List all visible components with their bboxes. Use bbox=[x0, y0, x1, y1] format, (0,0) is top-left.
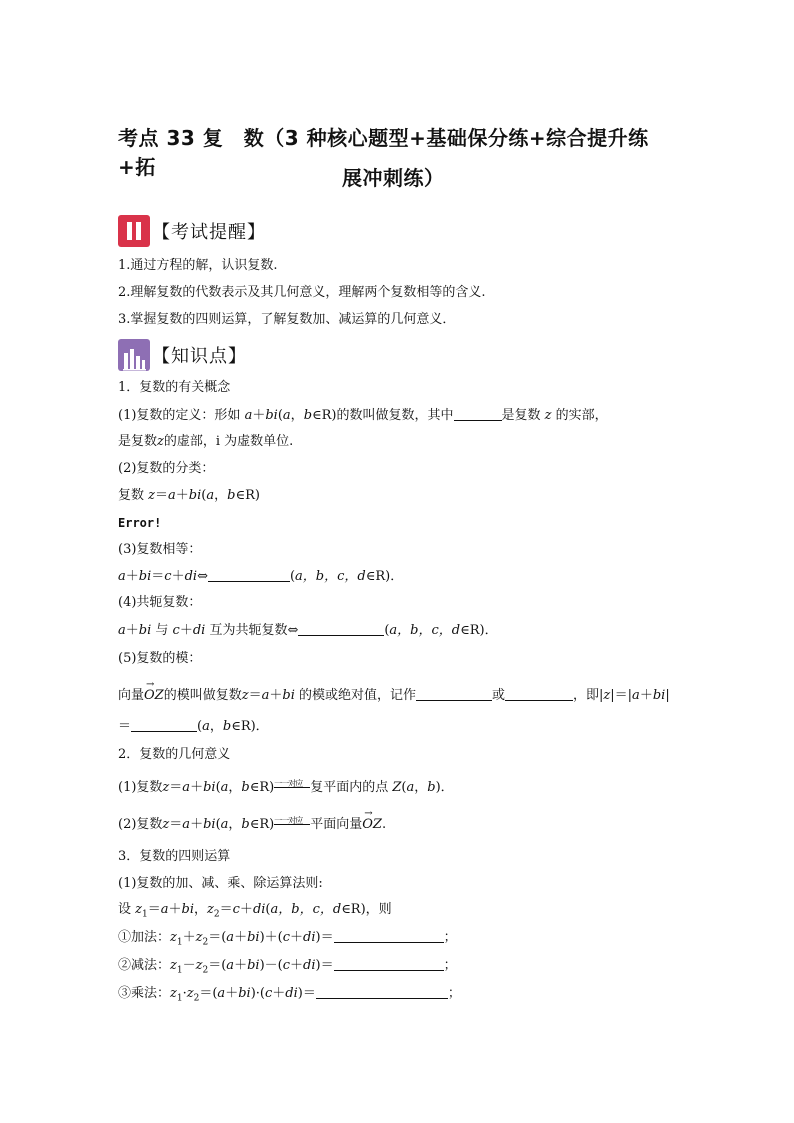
answer-blank[interactable] bbox=[505, 686, 573, 701]
section-3-title: 3．复数的四则运算 bbox=[118, 849, 231, 864]
classification-title: (2)复数的分类： bbox=[118, 461, 215, 476]
conjugate-title: (4)共轭复数： bbox=[118, 595, 202, 610]
one-to-one-mark: 一一对应 bbox=[274, 777, 310, 795]
answer-blank[interactable] bbox=[334, 928, 444, 943]
multiplication-line: ③乘法：$z_1\cdot z_2=(a+bi)\cdot(c+di)=$ ； bbox=[118, 986, 461, 1004]
exam-reminder-heading: 【考试提醒】 bbox=[152, 222, 266, 243]
reminder-item-3: 3.掌握复数的四则运算，了解复数加、减运算的几何意义． bbox=[118, 312, 456, 327]
modulus-title: (5)复数的模： bbox=[118, 651, 202, 666]
one-to-one-mark: 一一对应 bbox=[274, 814, 310, 832]
subtraction-line: ②减法：$z_1-z_2=(a+bi)-(c+di)=$ ； bbox=[118, 958, 457, 976]
answer-blank[interactable] bbox=[131, 717, 197, 732]
definition-line-2: 是复数z的虚部，i 为虚数单位. bbox=[118, 434, 294, 449]
reminder-item-2: 2.理解复数的代数表示及其几何意义，理解两个复数相等的含义. bbox=[118, 285, 486, 300]
operations-title: (1)复数的加、减、乘、除运算法则: bbox=[118, 876, 323, 891]
conjugate-line: a＋bi 与 c＋di 互为共轭复数⇔ (a，b，c，d∈R)． bbox=[118, 623, 498, 638]
equality-title: (3)复数相等： bbox=[118, 542, 202, 557]
section-2-title: 2．复数的几何意义 bbox=[118, 747, 231, 762]
modulus-line: 向量 → OZ的模叫做复数z＝a＋bi 的模或绝对值，记作 或 ，即|z|＝|a＋bi| bbox=[118, 679, 670, 703]
knowledge-heading: 【知识点】 bbox=[152, 346, 247, 367]
classification-line: 复数 z＝a＋bi(a，b∈R) bbox=[118, 488, 260, 503]
geometry-line-1: (1)复数z＝a＋bi(a，b∈R) 一一对应 复平面内的点 Z(a，b)． bbox=[118, 779, 454, 795]
modulus-line-2: ＝ (a，b∈R)． bbox=[118, 719, 269, 734]
answer-blank[interactable] bbox=[298, 621, 384, 636]
answer-blank[interactable] bbox=[454, 406, 502, 421]
exam-reminder-header bbox=[118, 214, 266, 248]
reminder-item-1: 1.通过方程的解，认识复数. bbox=[118, 258, 278, 273]
answer-blank[interactable] bbox=[416, 686, 492, 701]
equality-line: a＋bi＝c＋di⇔ (a，b，c，d∈R)． bbox=[118, 569, 404, 584]
answer-blank[interactable] bbox=[334, 956, 444, 971]
error-text: Error! bbox=[118, 516, 162, 530]
knowledge-header bbox=[118, 338, 247, 372]
pause-bars-icon bbox=[118, 215, 150, 247]
answer-blank[interactable] bbox=[208, 567, 290, 582]
bar-chart-icon bbox=[118, 339, 150, 371]
answer-blank[interactable] bbox=[316, 984, 448, 999]
setup-line: 设 $z_1=a+bi$，$z_2=c+di(a$，b，c，d∈R)，则 bbox=[118, 902, 392, 920]
definition-line: (1)复数的定义：形如 a＋bi(a，b∈R)的数叫做复数，其中 是复数 z 的实部， bbox=[118, 408, 608, 423]
section-1-title: 1．复数的有关概念 bbox=[118, 380, 231, 395]
page-title-continued: 展冲刺练） bbox=[342, 166, 445, 190]
geometry-line-2: (2)复数z＝a＋bi(a，b∈R) 一一对应 平面向量 → OZ. bbox=[118, 808, 387, 832]
page-title: 考点 33 复 数（3 种核心题型+基础保分练+综合提升练+拓 bbox=[118, 126, 649, 179]
addition-line: ①加法：$z_1+z_2=(a+bi)+(c+di)=$ ； bbox=[118, 930, 457, 948]
